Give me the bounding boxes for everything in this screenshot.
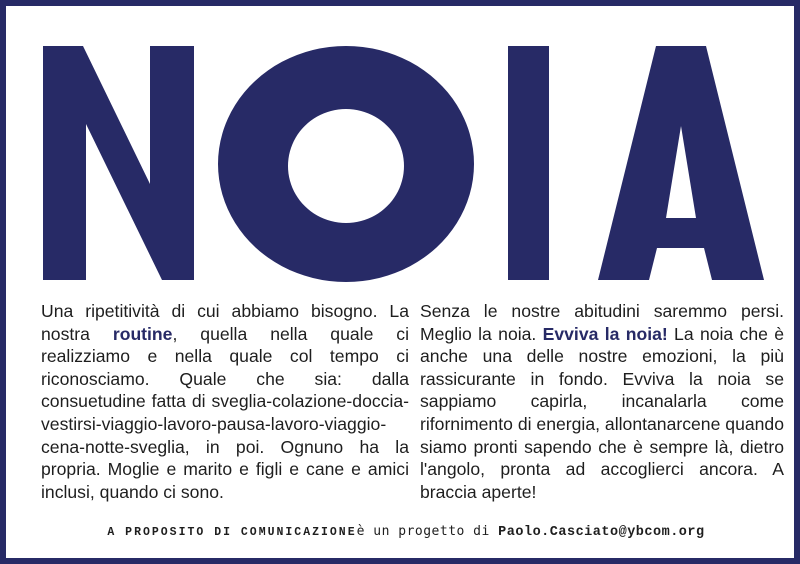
footer-middle: è un progetto di xyxy=(356,524,499,539)
right-column xyxy=(420,300,784,503)
footer-author-email: Paolo.Casciato@ybcom.org xyxy=(498,525,705,540)
letter-i xyxy=(508,46,549,280)
right-paragraph xyxy=(420,300,784,503)
left-text-part1: Una ripetitività di cui abbiamo bisogno. La nostra xyxy=(41,301,409,344)
left-paragraph xyxy=(41,300,409,503)
right-text-part1: Senza le nostre abitudini saremmo persi. Meglio la noia. xyxy=(420,301,784,344)
letter-a xyxy=(598,46,764,280)
letter-n xyxy=(43,46,194,280)
title-letters xyxy=(6,6,800,296)
left-emphasis: routine xyxy=(112,323,173,344)
right-text-part2: La noia che è anche una delle nostre emozioni, la più rassicurante in fondo. Evviva la noia se sappiamo capirla, incanalarla come rifornimento di energia, allontanarcene quando siamo pronti sapendo che è sempre là, dietro l'angolo, pronta ad accoglierci ancora. A braccia aperte! xyxy=(420,323,784,502)
left-column xyxy=(41,300,409,503)
letter-o xyxy=(218,46,474,282)
right-emphasis: Evviva la noia! xyxy=(542,323,668,344)
footer xyxy=(6,524,800,540)
footer-series: A PROPOSITO DI COMUNICAZIONE xyxy=(107,526,357,539)
left-text-part2: , quella nella quale ci realizziamo e nella quale col tempo ci riconosciamo. Quale che sia: dalla consuetudine fatta di sveglia-colazione-doccia-vestirsi-viaggio-lavoro-pausa-lavoro-viaggio-cena-notte-sveglia, in poi. Ognuno ha la propria. Moglie e marito e figli e cane e amici inclusi, quando ci sono. xyxy=(41,323,409,502)
